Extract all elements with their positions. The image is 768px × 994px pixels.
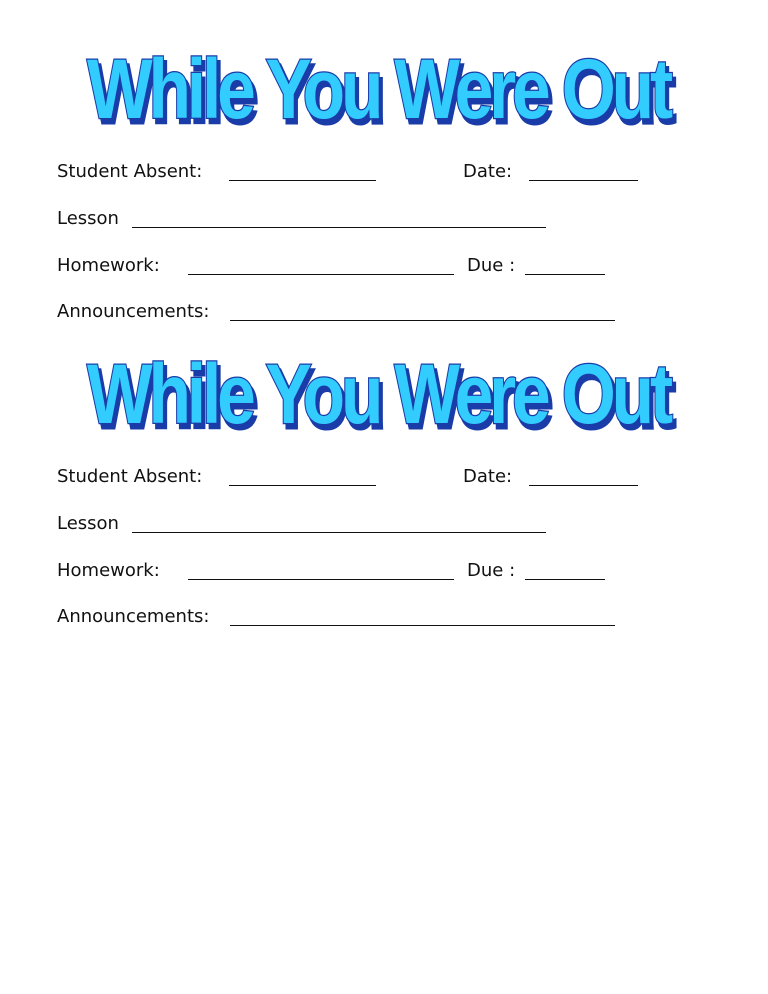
homework-label: Homework: [57, 255, 160, 276]
due-blank[interactable] [525, 579, 605, 580]
lesson-label: Lesson [57, 513, 119, 534]
student-absent-label: Student Absent: [57, 161, 203, 182]
date-blank[interactable] [529, 180, 638, 181]
lesson-blank[interactable] [132, 227, 546, 228]
student-absent-label: Student Absent: [57, 466, 203, 487]
banner-title: While You Were Out [87, 42, 673, 135]
date-label: Date: [463, 466, 513, 487]
lesson-blank[interactable] [132, 532, 546, 533]
due-label: Due : [467, 255, 516, 276]
date-label: Date: [463, 161, 513, 182]
while-you-were-out-form [0, 335, 768, 635]
announcements-blank[interactable] [230, 320, 615, 321]
banner-title: While You Were Out [87, 347, 673, 440]
banner-shadow-text: While You Were Out [90, 47, 676, 135]
homework-blank[interactable] [188, 274, 454, 275]
date-blank[interactable] [529, 485, 638, 486]
homework-label: Homework: [57, 560, 160, 581]
while-you-were-out-banner [78, 335, 678, 440]
announcements-label: Announcements: [57, 606, 210, 627]
while-you-were-out-form [0, 30, 768, 330]
announcements-blank[interactable] [230, 625, 615, 626]
while-you-were-out-banner [78, 30, 678, 135]
due-label: Due : [467, 560, 516, 581]
due-blank[interactable] [525, 274, 605, 275]
lesson-label: Lesson [57, 208, 119, 229]
student-absent-blank[interactable] [229, 180, 376, 181]
homework-blank[interactable] [188, 579, 454, 580]
announcements-label: Announcements: [57, 301, 210, 322]
student-absent-blank[interactable] [229, 485, 376, 486]
banner-shadow-text: While You Were Out [90, 352, 676, 440]
